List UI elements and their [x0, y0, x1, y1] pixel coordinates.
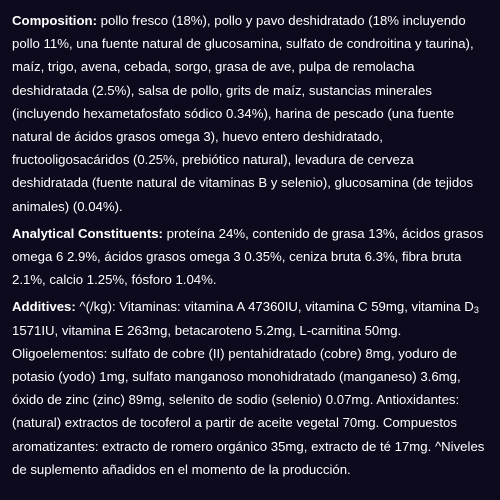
additives-text-part2: 1571IU, vitamina E 263mg, betacaroteno 5.2mg, L-carnitina 50mg. Oligoelementos: sulfato de cobre (II) pentahidratado (cobre) 8mg, yoduro de potasio (yodo) 1mg, sulfato manganoso monohidratado (manganeso) 3.6mg, óxido de zinc (zinc) 89mg, selenito de sodio (selenio) 0.07mg. Antioxidantes: (natural) extractos de tocoferol a partir de aceite vegetal 70mg. Compuestos aromatizantes: extracto de romero orgánico 35mg, extracto de té 17mg. ^Niveles de suplemento añadidos en el momento de la producción. — [12, 322, 485, 477]
additives-section — [12, 295, 490, 481]
additives-heading: Additives: — [12, 299, 76, 315]
composition-text: pollo fresco (18%), pollo y pavo deshidratado (18% incluyendo pollo 11%, una fuente natural de glucosamina, sulfato de condroitina y taurina), maíz, trigo, avena, cebada, sorgo, grasa de ave, pulpa de remolacha deshidratada (2.5%), salsa de pollo, grits de maíz, sustancias minerales (incluyendo hexametafosfato sódico 0.34%), harina de pescado (una fuente natural de ácidos grasos omega 3), huevo entero deshidratado, fructooligosacáridos (0.25%, prebiótico natural), levadura de cerveza deshidratada (fuente natural de vitaminas B y selenio), glucosamina (de tejidos animales) (0.04%). — [12, 13, 474, 214]
additives-text-part1: ^(/kg): Vitaminas: vitamina A 47360IU, vitamina C 59mg, vitamina D — [75, 299, 474, 315]
analytical-constituents-section — [12, 222, 490, 292]
composition-section — [12, 9, 490, 218]
analytical-constituents-text: proteína 24%, contenido de grasa 13%, ácidos grasos omega 6 2.9%, ácidos grasos omega 3 0.35%, ceniza bruta 6.3%, fibra bruta 2.1%, calcio 1.25%, fósforo 1.04%. — [12, 225, 484, 288]
composition-heading: Composition: — [12, 13, 97, 28]
vitamin-d-subscript: 3 — [473, 305, 479, 316]
analytical-constituents-heading: Analytical Constituents: — [12, 225, 163, 241]
